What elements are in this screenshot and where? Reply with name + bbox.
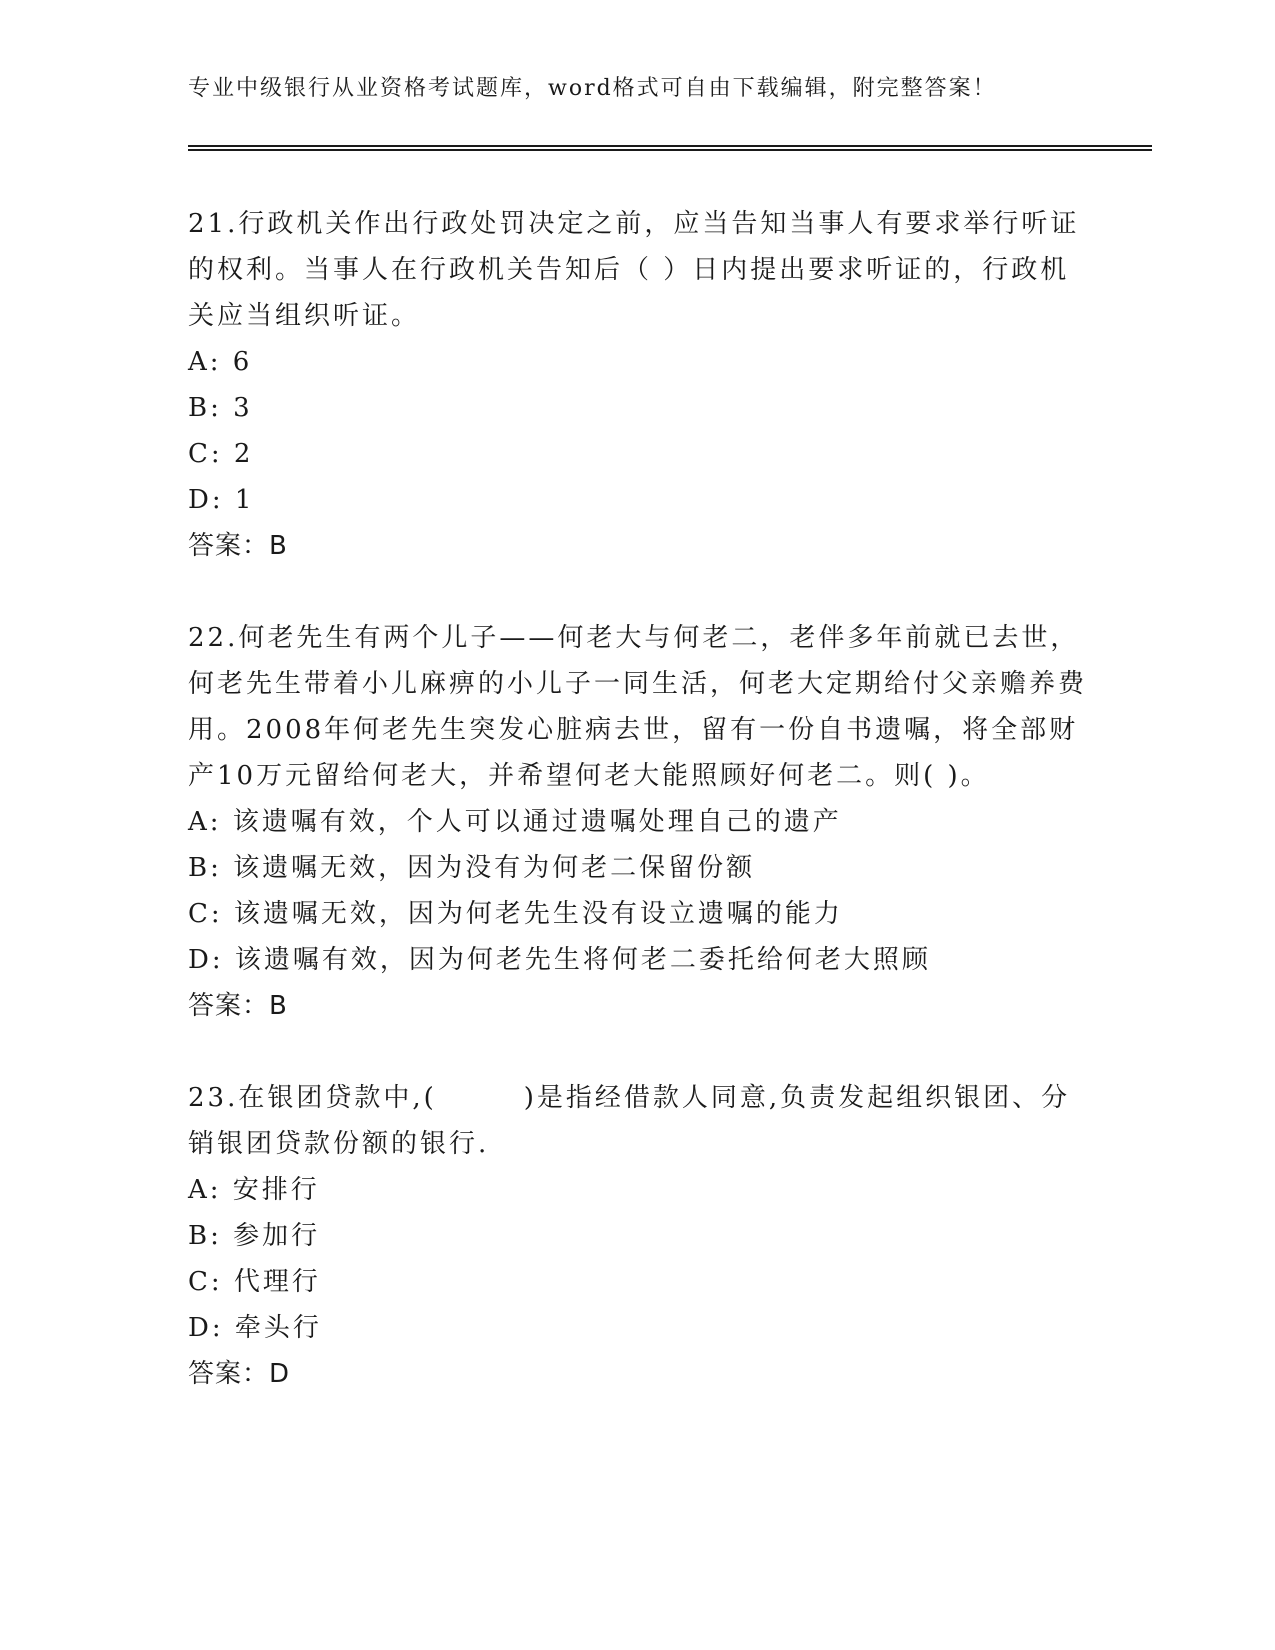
answer: 答案：B xyxy=(188,991,288,1021)
option-d: D: 该遗嘱有效，因为何老先生将何老二委托给何老大照顾 xyxy=(188,945,931,975)
option-a: A: 该遗嘱有效，个人可以通过遗嘱处理自己的遗产 xyxy=(188,807,842,837)
question-22 xyxy=(188,615,1088,1029)
option-b: B: 该遗嘱无效，因为没有为何老二保留份额 xyxy=(188,853,756,883)
option-a: A: 6 xyxy=(188,347,253,377)
page-header: 专业中级银行从业资格考试题库，word格式可自由下载编辑，附完整答案！ xyxy=(188,76,997,101)
answer: 答案：B xyxy=(188,531,288,561)
option-d: D: 1 xyxy=(188,485,255,515)
header-divider xyxy=(188,145,1152,151)
option-c: C: 代理行 xyxy=(188,1267,321,1297)
question-text: 22.何老先生有两个儿子——何老大与何老二，老伴多年前就已去世，何老先生带着小儿麻痹的小儿子一同生活，何老大定期给付父亲赡养费用。2008年何老先生突发心脏病去世，留有一份自书遗嘱，将全部财产10万元留给何老大，并希望何老大能照顾好何老二。则( )。 xyxy=(188,623,1088,791)
option-b: B: 3 xyxy=(188,393,253,423)
option-a: A: 安排行 xyxy=(188,1175,320,1205)
answer: 答案：D xyxy=(188,1359,291,1389)
question-23 xyxy=(188,1075,1088,1397)
option-b: B: 参加行 xyxy=(188,1221,321,1251)
question-text: 21.行政机关作出行政处罚决定之前，应当告知当事人有要求举行听证的权利。当事人在行政机关告知后（ ）日内提出要求听证的，行政机关应当组织听证。 xyxy=(188,209,1080,331)
option-c: C: 该遗嘱无效，因为何老先生没有设立遗嘱的能力 xyxy=(188,899,843,929)
option-d: D: 牵头行 xyxy=(188,1313,322,1343)
question-21 xyxy=(188,201,1088,569)
option-c: C: 2 xyxy=(188,439,254,469)
question-text: 23.在银团贷款中,( )是指经借款人同意,负责发起组织银团、分销银团贷款份额的银行. xyxy=(188,1083,1071,1159)
